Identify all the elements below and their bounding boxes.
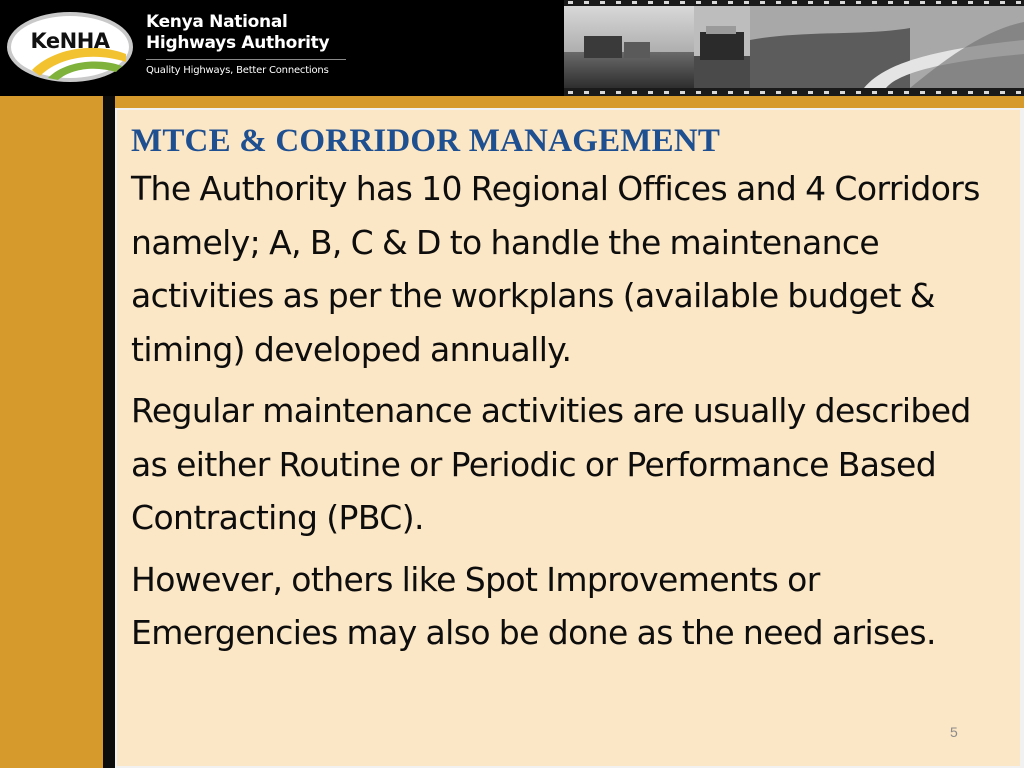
logo-text: KeNHA xyxy=(30,29,110,53)
tagline: Quality Highways, Better Connections xyxy=(146,65,329,76)
brand-divider xyxy=(146,59,346,60)
org-name-line2: Highways Authority xyxy=(146,33,330,53)
paragraph-maintenance-types: Regular maintenance activities are usually described as either Routine or Periodic or Performance Based Contracting (PBC). xyxy=(131,391,971,537)
slide-content xyxy=(131,120,1011,660)
road-construction-photo xyxy=(564,6,694,88)
paragraph-spot-improvements: However, others like Spot Improvements or Emergencies may also be done as the need arises. xyxy=(131,559,936,652)
kenha-logo xyxy=(4,8,136,86)
left-gold-column xyxy=(0,96,103,768)
brand-block xyxy=(146,12,346,76)
org-name-line1: Kenya National xyxy=(146,12,288,32)
page-number: 5 xyxy=(950,724,958,740)
content-panel xyxy=(115,108,1024,768)
paragraph-regional-offices: The Authority has 10 Regional Offices and 4 Corridors namely; A, B, C & D to handle the maintenance activities as per the workplans (available budget & timing) developed annually. xyxy=(131,169,980,369)
slide-title: MTCE & CORRIDOR MANAGEMENT xyxy=(131,123,721,159)
header-photo-strip xyxy=(564,0,1024,96)
winding-highway-photo xyxy=(750,6,1024,88)
header-banner xyxy=(0,0,1024,96)
paving-equipment-photo xyxy=(694,6,750,88)
left-black-bar xyxy=(103,96,115,768)
header-gold-strip xyxy=(0,96,1024,108)
